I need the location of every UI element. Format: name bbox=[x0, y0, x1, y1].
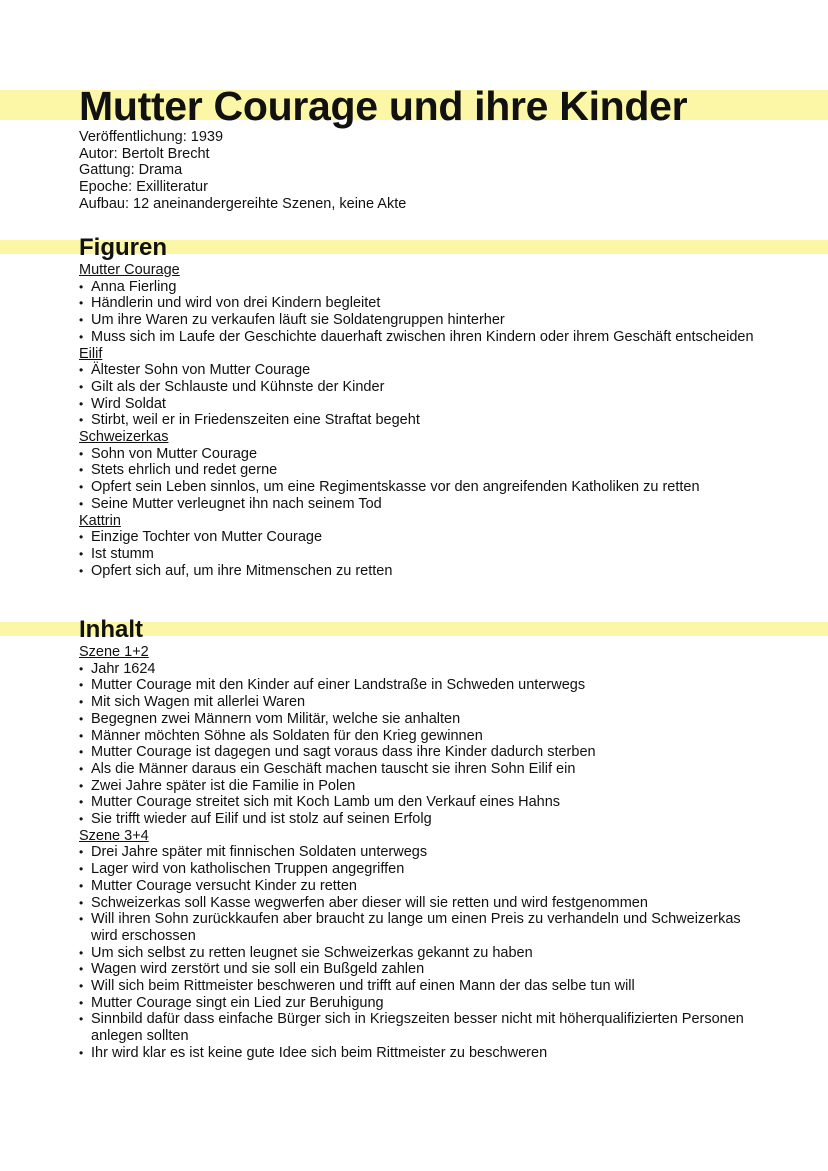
list-item: • Ist stumm bbox=[79, 546, 759, 563]
bullet-list-szene-1-2 bbox=[79, 661, 759, 828]
list-item: • Sie trifft wieder auf Eilif und ist stolz auf seinen Erfolg bbox=[79, 811, 759, 828]
list-item: • Stirbt, weil er in Friedenszeiten eine Straftat begeht bbox=[79, 412, 759, 429]
bullet-list-kattrin bbox=[79, 529, 759, 579]
list-item: • Wagen wird zerstört und sie soll ein Bußgeld zahlen bbox=[79, 961, 759, 978]
list-item: • Jahr 1624 bbox=[79, 661, 759, 678]
list-item: • Stets ehrlich und redet gerne bbox=[79, 462, 759, 479]
list-item: • Muss sich im Laufe der Geschichte dauerhaft zwischen ihren Kindern oder ihrem Geschäft entscheiden bbox=[79, 329, 759, 346]
list-item: • Lager wird von katholischen Truppen angegriffen bbox=[79, 861, 759, 878]
meta-info bbox=[79, 129, 406, 213]
figuren-section bbox=[79, 262, 759, 579]
bullet-list-eilif bbox=[79, 362, 759, 429]
list-item: • Mutter Courage ist dagegen und sagt voraus dass ihre Kinder dadurch sterben bbox=[79, 744, 759, 761]
subheading-mutter-courage: Mutter Courage bbox=[79, 262, 180, 278]
bullet-list-szene-3-4 bbox=[79, 844, 759, 1061]
list-item: • Mit sich Wagen mit allerlei Waren bbox=[79, 694, 759, 711]
list-item: • Wird Soldat bbox=[79, 396, 759, 413]
list-item: • Um ihre Waren zu verkaufen läuft sie Soldatengruppen hinterher bbox=[79, 312, 759, 329]
meta-genre: Gattung: Drama bbox=[79, 162, 183, 179]
list-item: • Will ihren Sohn zurückkaufen aber braucht zu lange um einen Preis zu verhandeln und Schweizerkas wird erschossen bbox=[79, 911, 759, 944]
bullet-list-schweizerkas bbox=[79, 446, 759, 513]
list-item: • Männer möchten Söhne als Soldaten für den Krieg gewinnen bbox=[79, 728, 759, 745]
list-item: • Händlerin und wird von drei Kindern begleitet bbox=[79, 295, 759, 312]
list-item: • Opfert sich auf, um ihre Mitmenschen zu retten bbox=[79, 563, 759, 580]
list-item: • Drei Jahre später mit finnischen Soldaten unterwegs bbox=[79, 844, 759, 861]
subheading-kattrin: Kattrin bbox=[79, 512, 121, 529]
list-item: • Ihr wird klar es ist keine gute Idee sich beim Rittmeister zu beschweren bbox=[79, 1045, 759, 1062]
list-item: • Anna Fierling bbox=[79, 279, 759, 296]
meta-structure: Aufbau: 12 aneinandergereihte Szenen, keine Akte bbox=[79, 195, 407, 212]
meta-epoch: Epoche: Exilliteratur bbox=[79, 179, 208, 196]
list-item: • Mutter Courage mit den Kinder auf einer Landstraße in Schweden unterwegs bbox=[79, 677, 759, 694]
list-item: • Begegnen zwei Männern vom Militär, welche sie anhalten bbox=[79, 711, 759, 728]
list-item: • Zwei Jahre später ist die Familie in Polen bbox=[79, 778, 759, 795]
subheading-schweizerkas: Schweizerkas bbox=[79, 429, 169, 446]
list-item: • Mutter Courage singt ein Lied zur Beruhigung bbox=[79, 995, 759, 1012]
list-item: • Sinnbild dafür dass einfache Bürger sich in Kriegszeiten besser nicht mit höherqualifizierten Personen anlegen sollten bbox=[79, 1011, 759, 1044]
subheading-eilif: Eilif bbox=[79, 345, 103, 362]
figuren-heading: Figuren bbox=[79, 234, 167, 261]
list-item: • Schweizerkas soll Kasse wegwerfen aber dieser will sie retten und wird festgenommen bbox=[79, 895, 759, 912]
list-item: • Als die Männer daraus ein Geschäft machen tauscht sie ihren Sohn Eilif ein bbox=[79, 761, 759, 778]
list-item: • Um sich selbst zu retten leugnet sie Schweizerkas gekannt zu haben bbox=[79, 945, 759, 962]
subheading-szene-3-4: Szene 3+4 bbox=[79, 827, 149, 844]
list-item: • Gilt als der Schlauste und Kühnste der Kinder bbox=[79, 379, 759, 396]
inhalt-section bbox=[79, 644, 759, 1062]
bullet-list-mutter-courage bbox=[79, 279, 759, 346]
meta-author: Autor: Bertolt Brecht bbox=[79, 145, 210, 162]
page-title: Mutter Courage und ihre Kinder bbox=[79, 83, 688, 129]
subheading-szene-1-2: Szene 1+2 bbox=[79, 644, 149, 660]
list-item: • Opfert sein Leben sinnlos, um eine Regimentskasse vor den angreifenden Katholiken zu retten bbox=[79, 479, 759, 496]
list-item: • Ältester Sohn von Mutter Courage bbox=[79, 362, 759, 379]
inhalt-heading: Inhalt bbox=[79, 616, 143, 643]
list-item: • Will sich beim Rittmeister beschweren und trifft auf einen Mann der das selbe tun will bbox=[79, 978, 759, 995]
list-item: • Mutter Courage versucht Kinder zu retten bbox=[79, 878, 759, 895]
list-item: • Sohn von Mutter Courage bbox=[79, 446, 759, 463]
list-item: • Einzige Tochter von Mutter Courage bbox=[79, 529, 759, 546]
list-item: • Seine Mutter verleugnet ihn nach seinem Tod bbox=[79, 496, 759, 513]
meta-publication: Veröffentlichung: 1939 bbox=[79, 129, 224, 145]
list-item: • Mutter Courage streitet sich mit Koch Lamb um den Verkauf eines Hahns bbox=[79, 794, 759, 811]
